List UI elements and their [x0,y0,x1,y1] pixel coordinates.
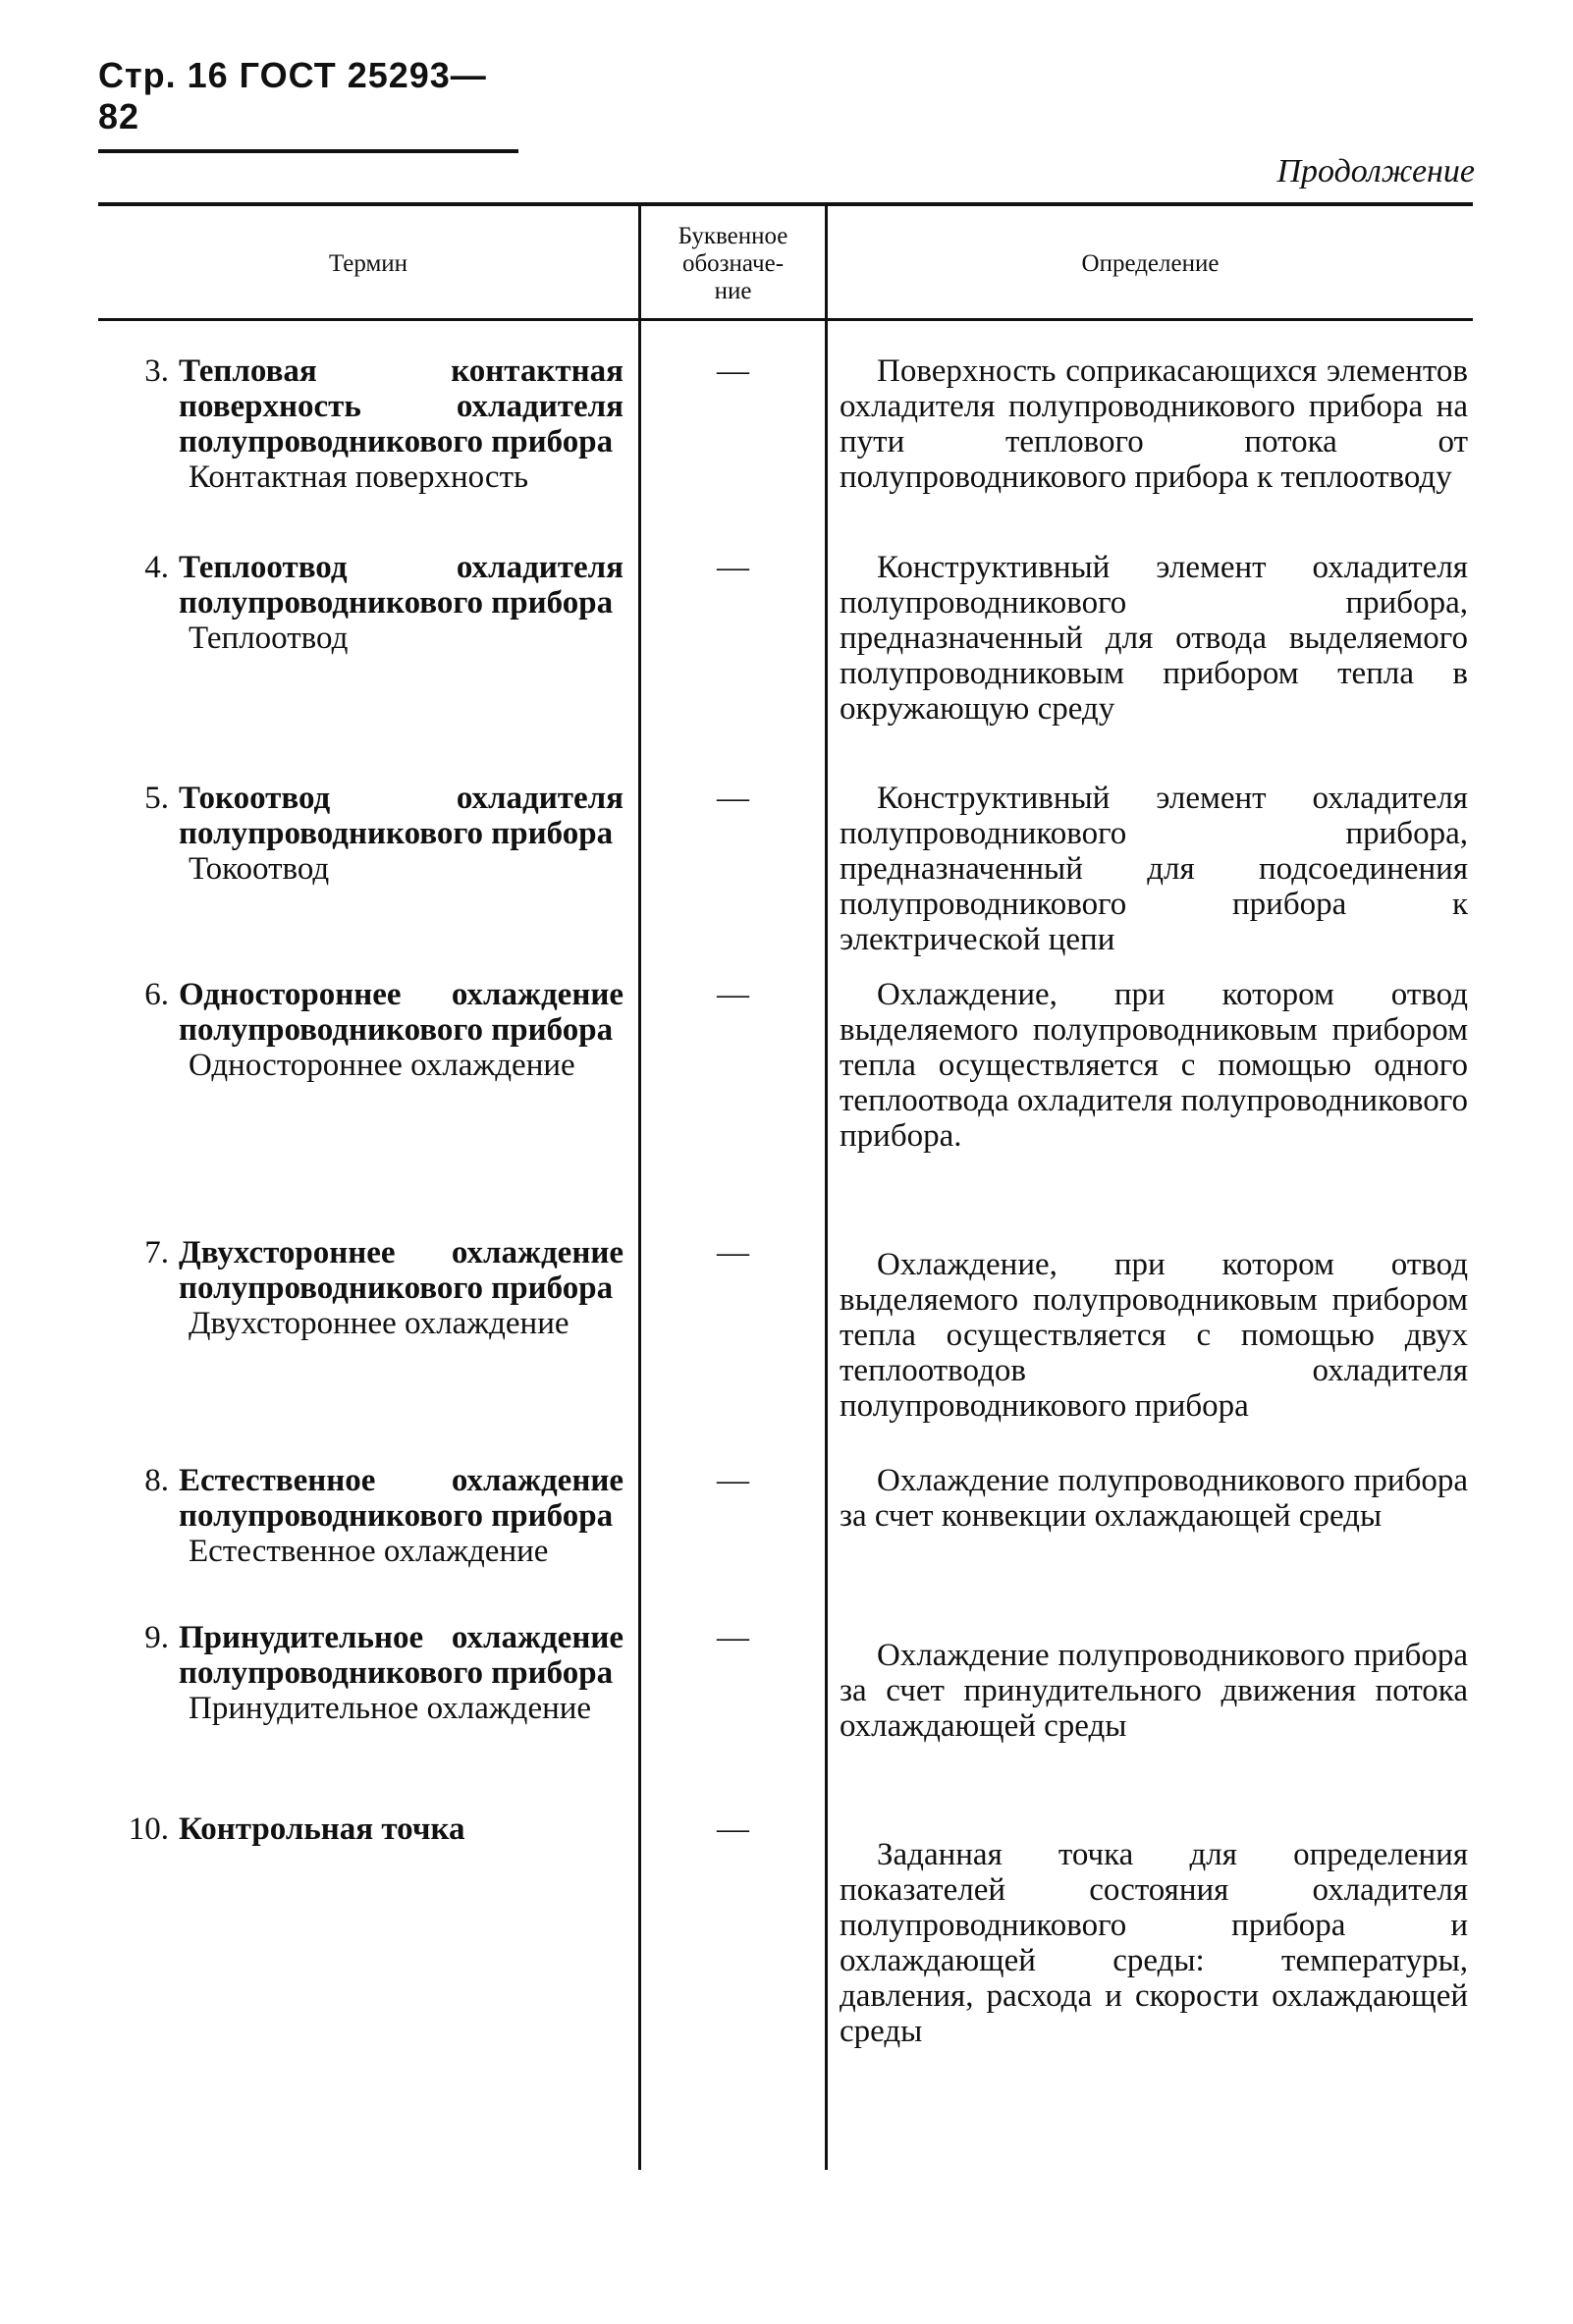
symbol-cell: — [717,550,749,585]
definition-cell: Охлаждение, при котором отвод выделяемого полупроводниковым прибором тепла осуществляется с помощью одного теплоотвода охладителя полупроводникового прибора. [840,977,1468,1154]
term-name: Контрольная точка [179,1811,465,1847]
term-short-form: Контактная поверхность [189,459,529,495]
term-number: 10. [128,1811,169,1847]
term-number: 5. [144,781,169,816]
column-header-symbol: Буквенное обозначе-ние [678,223,788,304]
table-header-rule [98,318,1473,321]
term-name: Тепловая контактная поверхность охладителя полупроводникового прибора [179,353,624,459]
term-cell [118,1620,624,1726]
term-number: 6. [144,977,169,1012]
term-number: 4. [144,550,169,585]
term-number: 8. [144,1463,169,1498]
symbol-cell: — [717,1463,749,1498]
symbol-cell: — [717,1235,749,1270]
symbol-cell: — [717,1620,749,1655]
definition-cell: Охлаждение полупроводникового прибора за счет конвекции охлаждающей среды [840,1463,1468,1534]
term-number: 3. [144,353,169,389]
definition-cell: Конструктивный элемент охладителя полупроводникового прибора, предназначенный для подсоединения полупроводникового прибора к электрической цепи [840,781,1468,957]
symbol-cell: — [717,977,749,1012]
term-number: 9. [144,1620,169,1655]
term-cell [118,1235,624,1341]
continuation-label: Продолжение [1276,153,1475,189]
term-cell [118,977,624,1083]
symbol-cell: — [717,353,749,389]
term-short-form: Двухстороннее охлаждение [189,1306,570,1341]
column-divider-1 [638,206,641,2170]
term-name: Одностороннее охлаждение полупроводникового прибора [179,977,624,1048]
column-header-term: Термин [328,250,408,277]
term-short-form: Токоотвод [189,851,330,887]
column-header-definition: Определение [1081,250,1220,277]
term-name: Двухстороннее охлаждение полупроводникового прибора [179,1235,624,1306]
page-header: Стр. 16 ГОСТ 25293—82 [98,55,518,153]
table-top-rule [98,202,1473,206]
symbol-cell: — [717,1811,749,1847]
term-cell [118,1463,624,1569]
term-name: Принудительное охлаждение полупроводникового прибора [179,1620,624,1691]
term-short-form: Теплоотвод [189,621,349,656]
term-name: Токоотвод охладителя полупроводникового прибора [179,781,624,851]
definition-cell: Конструктивный элемент охладителя полупроводникового прибора, предназначенный для отвода выделяемого полупроводниковым прибором тепла в окружающую среду [840,550,1468,727]
term-number: 7. [144,1235,169,1270]
term-name: Естественное охлаждение полупроводникового прибора [179,1463,624,1534]
term-cell [118,781,624,887]
term-short-form: Одностороннее охлаждение [189,1048,575,1083]
term-short-form: Естественное охлаждение [189,1534,549,1569]
term-short-form: Принудительное охлаждение [189,1691,592,1726]
column-divider-2 [825,206,828,2170]
term-cell [118,1811,624,1847]
definition-cell: Заданная точка для определения показателей состояния охладителя полупроводникового прибора и охлаждающей среды: температуры, давления, расхода и скорости охлаждающей среды [840,1837,1468,2049]
term-cell [118,550,624,656]
symbol-cell: — [717,781,749,816]
term-name: Теплоотвод охладителя полупроводникового прибора [179,550,624,621]
definition-cell: Охлаждение полупроводникового прибора за счет принудительного движения потока охлаждающей среды [840,1638,1468,1744]
definition-cell: Охлаждение, при котором отвод выделяемого полупроводниковым прибором тепла осуществляется с помощью двух теплоотводов охладителя полупроводникового прибора [840,1247,1468,1424]
definition-cell: Поверхность соприкасающихся элементов охладителя полупроводникового прибора на пути теплового потока от полупроводникового прибора к теплоотводу [840,353,1468,495]
term-cell [118,353,624,495]
